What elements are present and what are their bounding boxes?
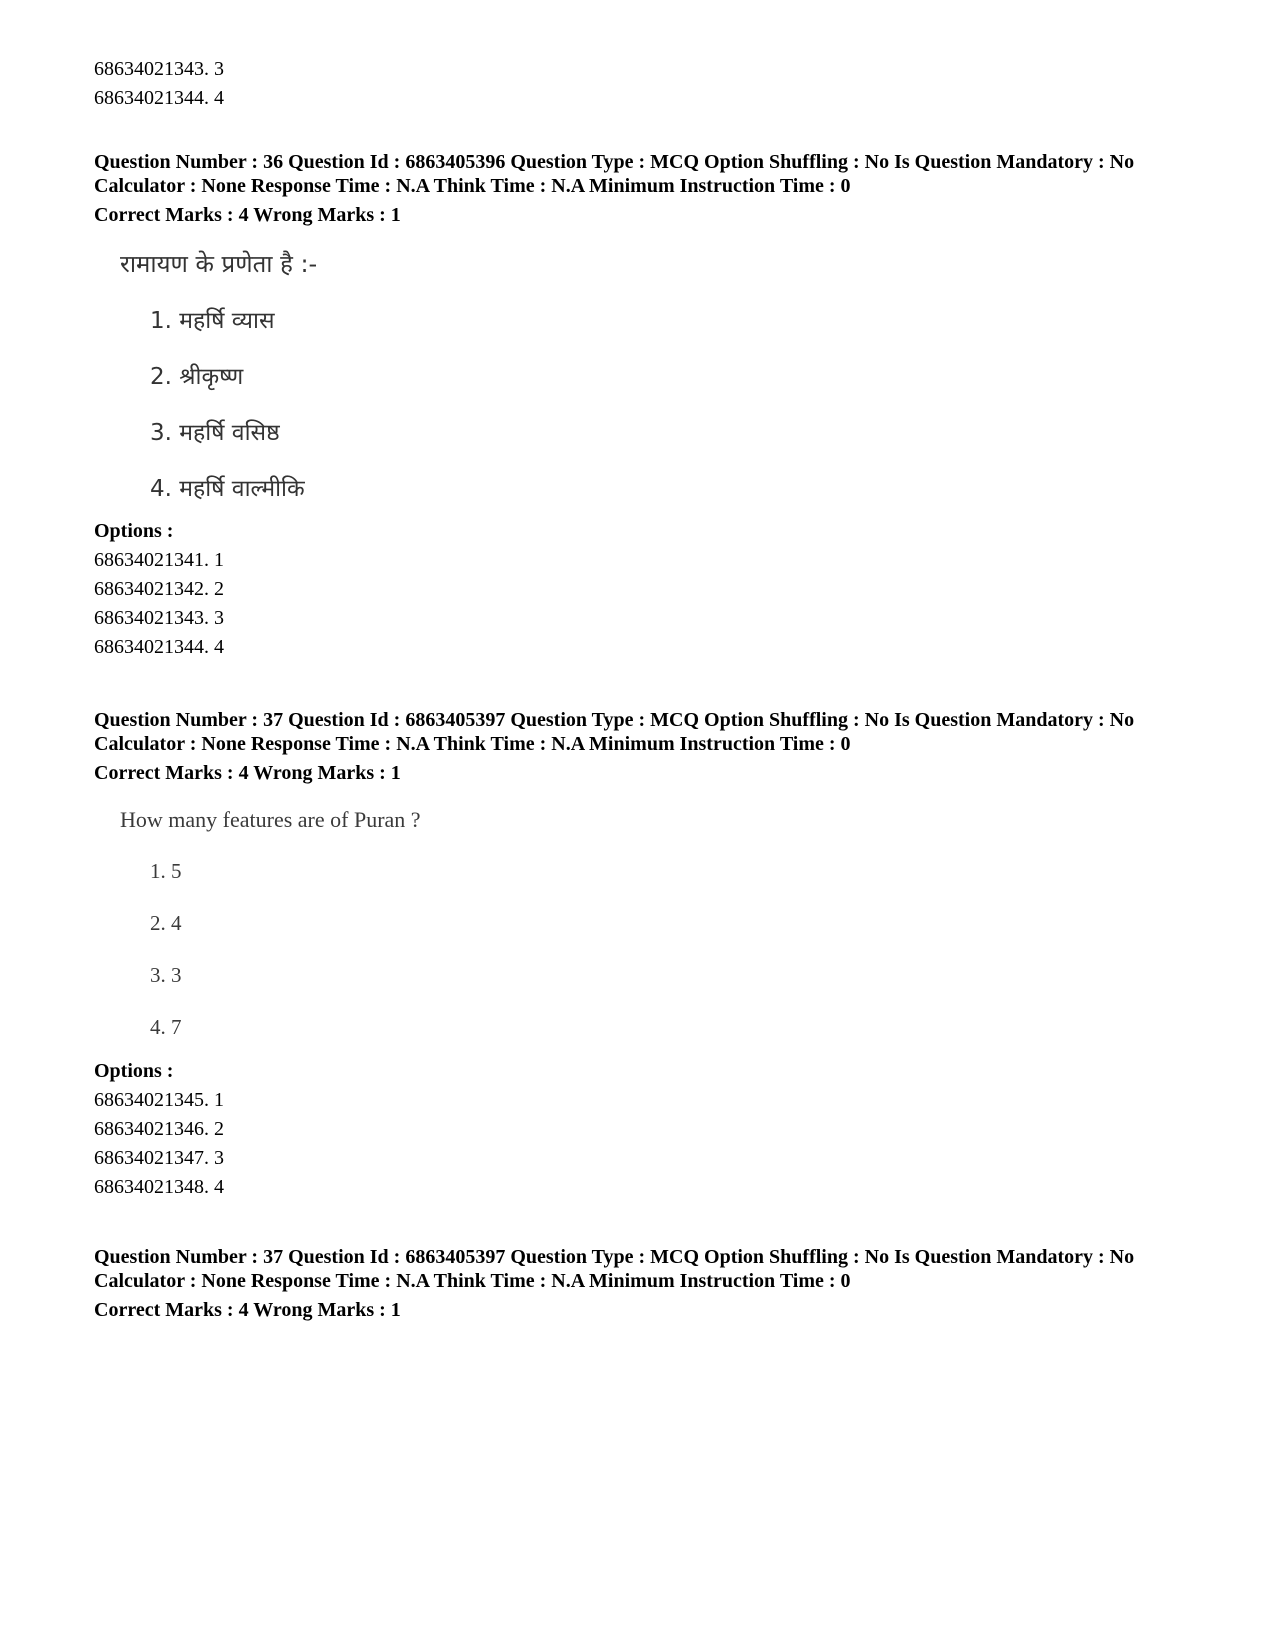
question-header: Question Number : 37 Question Id : 6863405397 Question Type : MCQ Option Shuffling : No Is Question Mandatory : No Calculator : None Response Time : N.A Think Time : N.A Minimum Instruction Time : 0 — [94, 709, 1135, 755]
option-line: 68634021341. 1 — [94, 549, 224, 571]
previous-options — [94, 55, 224, 113]
question-choice: 1. 5 — [150, 859, 182, 883]
question-marks: Correct Marks : 4 Wrong Marks : 1 — [94, 1299, 401, 1321]
options-label: Options : — [94, 1060, 174, 1082]
question-marks: Correct Marks : 4 Wrong Marks : 1 — [94, 204, 401, 226]
option-line: 68634021343. 3 — [94, 58, 224, 80]
options-label: Options : — [94, 520, 174, 542]
question-37 — [94, 708, 1194, 1202]
question-choice: 4. 7 — [150, 1015, 182, 1039]
option-line: 68634021344. 4 — [94, 636, 224, 658]
question-stem: रामायण के प्रणेता है :- — [120, 250, 318, 278]
question-choice: 4. महर्षि वाल्मीकि — [150, 476, 305, 502]
option-line: 68634021346. 2 — [94, 1118, 224, 1140]
question-body-english — [120, 807, 1194, 1053]
option-line: 68634021347. 3 — [94, 1147, 224, 1169]
question-marks: Correct Marks : 4 Wrong Marks : 1 — [94, 762, 401, 784]
question-37-repeat — [94, 1245, 1194, 1322]
question-choice: 2. श्रीकृष्ण — [150, 364, 244, 390]
question-choice: 3. महर्षि वसिष्ठ — [150, 420, 280, 446]
option-line: 68634021348. 4 — [94, 1176, 224, 1198]
question-body-hindi — [120, 247, 1194, 515]
question-choice: 3. 3 — [150, 963, 182, 987]
question-36 — [94, 150, 1194, 662]
question-header: Question Number : 37 Question Id : 6863405397 Question Type : MCQ Option Shuffling : No Is Question Mandatory : No Calculator : None Response Time : N.A Think Time : N.A Minimum Instruction Time : 0 — [94, 1246, 1135, 1292]
question-choice: 1. महर्षि व्यास — [150, 308, 275, 334]
option-line: 68634021343. 3 — [94, 607, 224, 629]
question-choice: 2. 4 — [150, 911, 182, 935]
question-header: Question Number : 36 Question Id : 6863405396 Question Type : MCQ Option Shuffling : No Is Question Mandatory : No Calculator : None Response Time : N.A Think Time : N.A Minimum Instruction Time : 0 — [94, 151, 1135, 197]
option-line: 68634021344. 4 — [94, 87, 224, 109]
option-line: 68634021345. 1 — [94, 1089, 224, 1111]
question-stem: How many features are of Puran ? — [120, 807, 421, 832]
option-line: 68634021342. 2 — [94, 578, 224, 600]
